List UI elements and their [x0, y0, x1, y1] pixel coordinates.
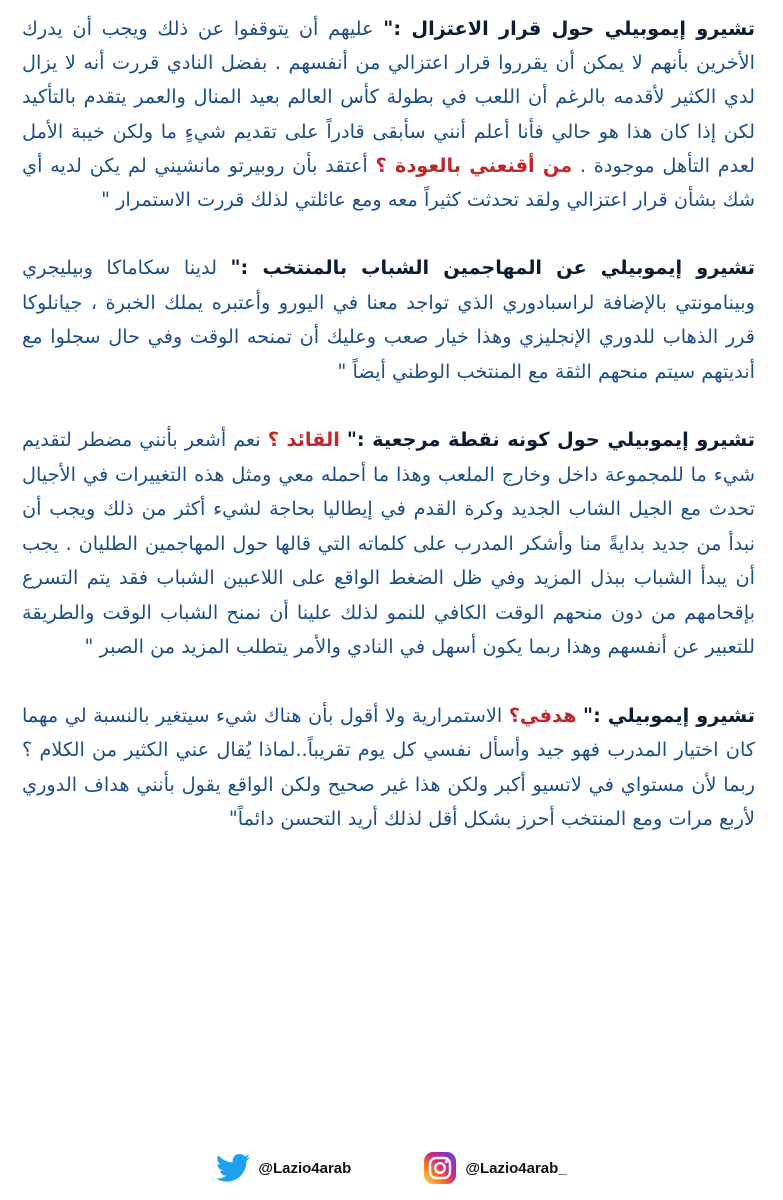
quote-text: أعتقد بأن روبيرتو مانشيني لم يكن لديه أي شك بشأن قرار اعتزالي ولقد تحدثت كثيراً معه ومع عائلتي لذلك قررت الاستمرار " — [22, 153, 755, 212]
quote-text: الاستمرارية ولا أقول بأن هناك شيء سيتغير بالنسبة لي مهما كان اختيار المدرب فهو جيد وأسأل نفسي كل يوم تقريباً..لماذا يُقال عني الكثير من الكلام ؟ ربما لأن مستواي في لاتسيو أكبر ولكن هذا غير صحيح ولكن الواقع يقول بأنني هداف الدوري لأربع مرات ومع المنتخب أحرز بشكل أقل لذلك أريد التحسن دائماً" — [22, 703, 755, 831]
quote-section-young-strikers — [22, 251, 755, 389]
highlighted-question: القائد ؟ — [267, 428, 340, 452]
quote-text — [340, 428, 347, 451]
quote-section-retirement — [22, 12, 755, 217]
speaker-heading: تشيرو إيموبيلي حول قرار الاعتزال :" — [383, 17, 755, 40]
quote-section-goal — [22, 699, 755, 837]
twitter-bird-icon — [216, 1151, 250, 1185]
speaker-heading: تشيرو إيموبيلي عن المهاجمين الشباب بالمنتخب :" — [230, 256, 755, 280]
twitter-handle-group[interactable] — [216, 1151, 351, 1185]
twitter-handle[interactable]: @Lazio4arab — [258, 1159, 352, 1177]
instagram-handle-group[interactable] — [423, 1151, 566, 1185]
quote-text: عليهم أن يتوقفوا عن ذلك ويجب أن يدرك الأخرين بأنهم لا يمكن أن يقرروا قرار اعتزالي من أنفسهم . بفضل النادي قررت أنه لا يزال لدي الكثير لأقدمه بالرغم أن اللعب في بطولة كأس العالم بعيد المنال والعمر يتقدم بالتأكيد لكن إذا كان هذا هو حالي فأنا أعلم أنني سأبقى قادراً على تقديم شيءٍ ما ولكن خيبة الأمل لعدم التأهل موجودة . — [22, 17, 755, 177]
highlighted-question: من أقنعني بالعودة ؟ — [375, 153, 573, 177]
instagram-camera-icon — [423, 1151, 457, 1185]
speaker-heading: تشيرو إيموبيلي :" — [583, 703, 755, 727]
quote-text: نعم أشعر بأنني مضطر لتقديم شيء ما للمجموعة داخل وخارج الملعب وهذا ما أحمله معي ومثل هذه التغييرات في الأجيال تحدث مع الجيل الشاب الجديد وكرة القدم في إيطاليا بحاجة لشيء أكثر من ذلك ويجب أن نبدأ من جديد بدايةً منا وأشكر المدرب على كلماته التي قالها حول المهاجمين الطليان . يجب أن يبدأ الشباب ببذل المزيد وفي ظل الضغط الواقع على اللاعبين الشباب فقد يتم التسرع بإقحامهم من دون منحهم الوقت الكافي للنمو لذلك علينا أن نمنح الشباب الوقت والطريقة للتعبير عن أنفسهم وهذا ربما يكون أسهل في النادي والأمر يتطلب المزيد من الصبر " — [22, 428, 755, 659]
speaker-heading: تشيرو إيموبيلي حول كونه نقطة مرجعية :" — [346, 428, 755, 452]
quote-section-leadership — [22, 423, 755, 665]
quote-text: لدينا سكاماكا وبيليجري وبينامونتي بالإضافة لراسبادوري الذي تواجد معنا في اليورو وأعتبره يملك الخبرة ، جيانلوكا قرر الذهاب للدوري الإنجليزي وهذا خيار صعب وعليك أن تمنحه الوقت وفي حال سجلوا مع أنديتهم سيتم منحهم الثقة مع المنتخب الوطني أيضاً " — [22, 256, 755, 383]
highlighted-question: هدفي؟ — [508, 703, 577, 727]
social-footer — [0, 1148, 783, 1188]
instagram-handle[interactable]: @Lazio4arab_ — [465, 1159, 567, 1177]
